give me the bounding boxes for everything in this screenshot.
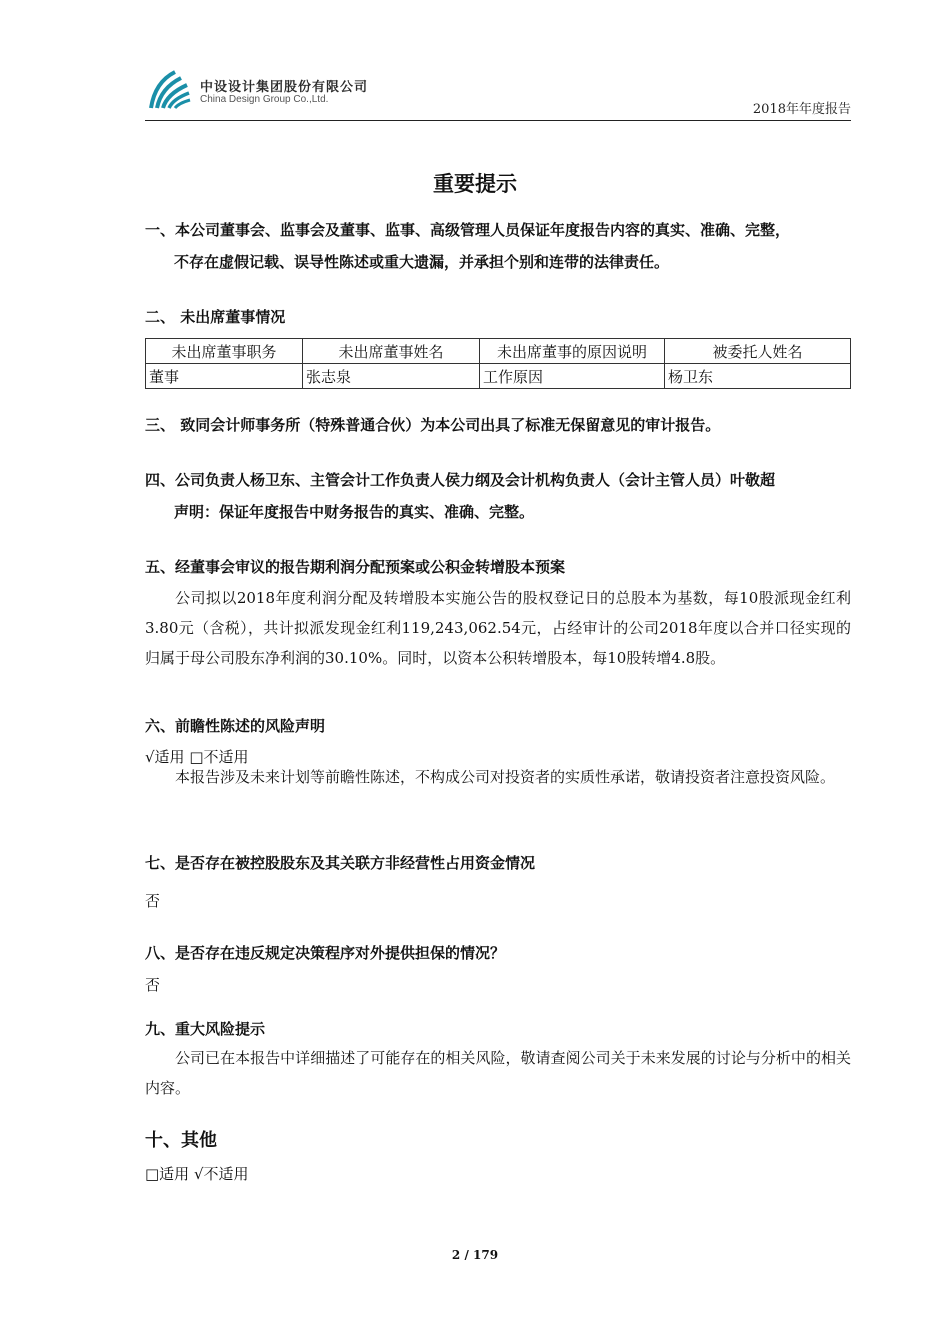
section-6-body: 本报告涉及未来计划等前瞻性陈述，不构成公司对投资者的实质性承诺，敬请投资者注意投资风险。 <box>175 768 836 786</box>
section-5-body: 公司拟以2018年度利润分配及转增股本实施公告的股权登记日的总股本为基数，每10股派现金红利3.80元（含税），共计拟派发现金红利119,243,062.54元，占经审计的公司2018年度以合并口径实现的归属于母公司股东净利润的30.10%。同时，以资本公积转增股本，每10股转增4.8股。 <box>145 589 851 667</box>
section-4-heading-cont: 声明：保证年度报告中财务报告的真实、准确、完整。 <box>174 503 535 521</box>
section-4-heading: 四、公司负责人杨卫东、主管会计工作负责人侯力纲及会计机构负责人（会计主管人员）叶敬超 <box>145 471 776 489</box>
report-title: 2018年年度报告 <box>752 102 851 117</box>
section-1-heading: 一、本公司董事会、监事会及董事、监事、高级管理人员保证年度报告内容的真实、准确、完整， <box>145 221 791 239</box>
section-6-heading: 六、前瞻性陈述的风险声明 <box>145 717 326 735</box>
table-header-cell: 被委托人姓名 <box>665 339 851 364</box>
section-7-heading: 七、是否存在被控股股东及其关联方非经营性占用资金情况 <box>145 854 536 872</box>
page-header <box>145 66 851 121</box>
table-cell: 工作原因 <box>480 364 665 389</box>
table-row <box>146 364 851 389</box>
section-6-applicability: √适用 □不适用 <box>145 748 249 766</box>
table-header-cell: 未出席董事的原因说明 <box>480 339 665 364</box>
table-cell: 董事 <box>146 364 303 389</box>
page-number: 2 / 179 <box>451 1248 499 1262</box>
company-logo-icon <box>145 68 191 112</box>
section-2-heading: 二、 未出席董事情况 <box>145 308 286 326</box>
company-name-cn: 中设设计集团股份有限公司 <box>200 80 369 95</box>
section-9-body: 公司已在本报告中详细描述了可能存在的相关风险，敬请查阅公司关于未来发展的讨论与分析中的相关内容。 <box>145 1049 851 1097</box>
section-3-heading: 三、 致同会计师事务所（特殊普通合伙）为本公司出具了标准无保留意见的审计报告。 <box>145 416 721 434</box>
section-10-applicability: □适用 √不适用 <box>145 1165 249 1183</box>
section-9-heading: 九、重大风险提示 <box>145 1020 266 1038</box>
page-title: 重要提示 <box>433 172 517 196</box>
table-cell: 杨卫东 <box>665 364 851 389</box>
absent-directors-table <box>145 338 851 389</box>
section-8-answer: 否 <box>145 976 161 994</box>
section-5-heading: 五、经董事会审议的报告期利润分配预案或公积金转增股本预案 <box>145 558 566 576</box>
section-1-heading-cont: 不存在虚假记载、误导性陈述或重大遗漏，并承担个别和连带的法律责任。 <box>174 253 670 271</box>
section-8-heading: 八、是否存在违反规定决策程序对外提供担保的情况？ <box>145 944 506 962</box>
table-header-cell: 未出席董事职务 <box>146 339 303 364</box>
table-header-cell: 未出席董事姓名 <box>303 339 480 364</box>
section-7-answer: 否 <box>145 892 161 910</box>
section-10-heading: 十、其他 <box>145 1130 217 1151</box>
company-name-en: China Design Group Co.,Ltd. <box>200 94 329 105</box>
table-cell: 张志泉 <box>303 364 480 389</box>
table-header-row <box>146 339 851 364</box>
